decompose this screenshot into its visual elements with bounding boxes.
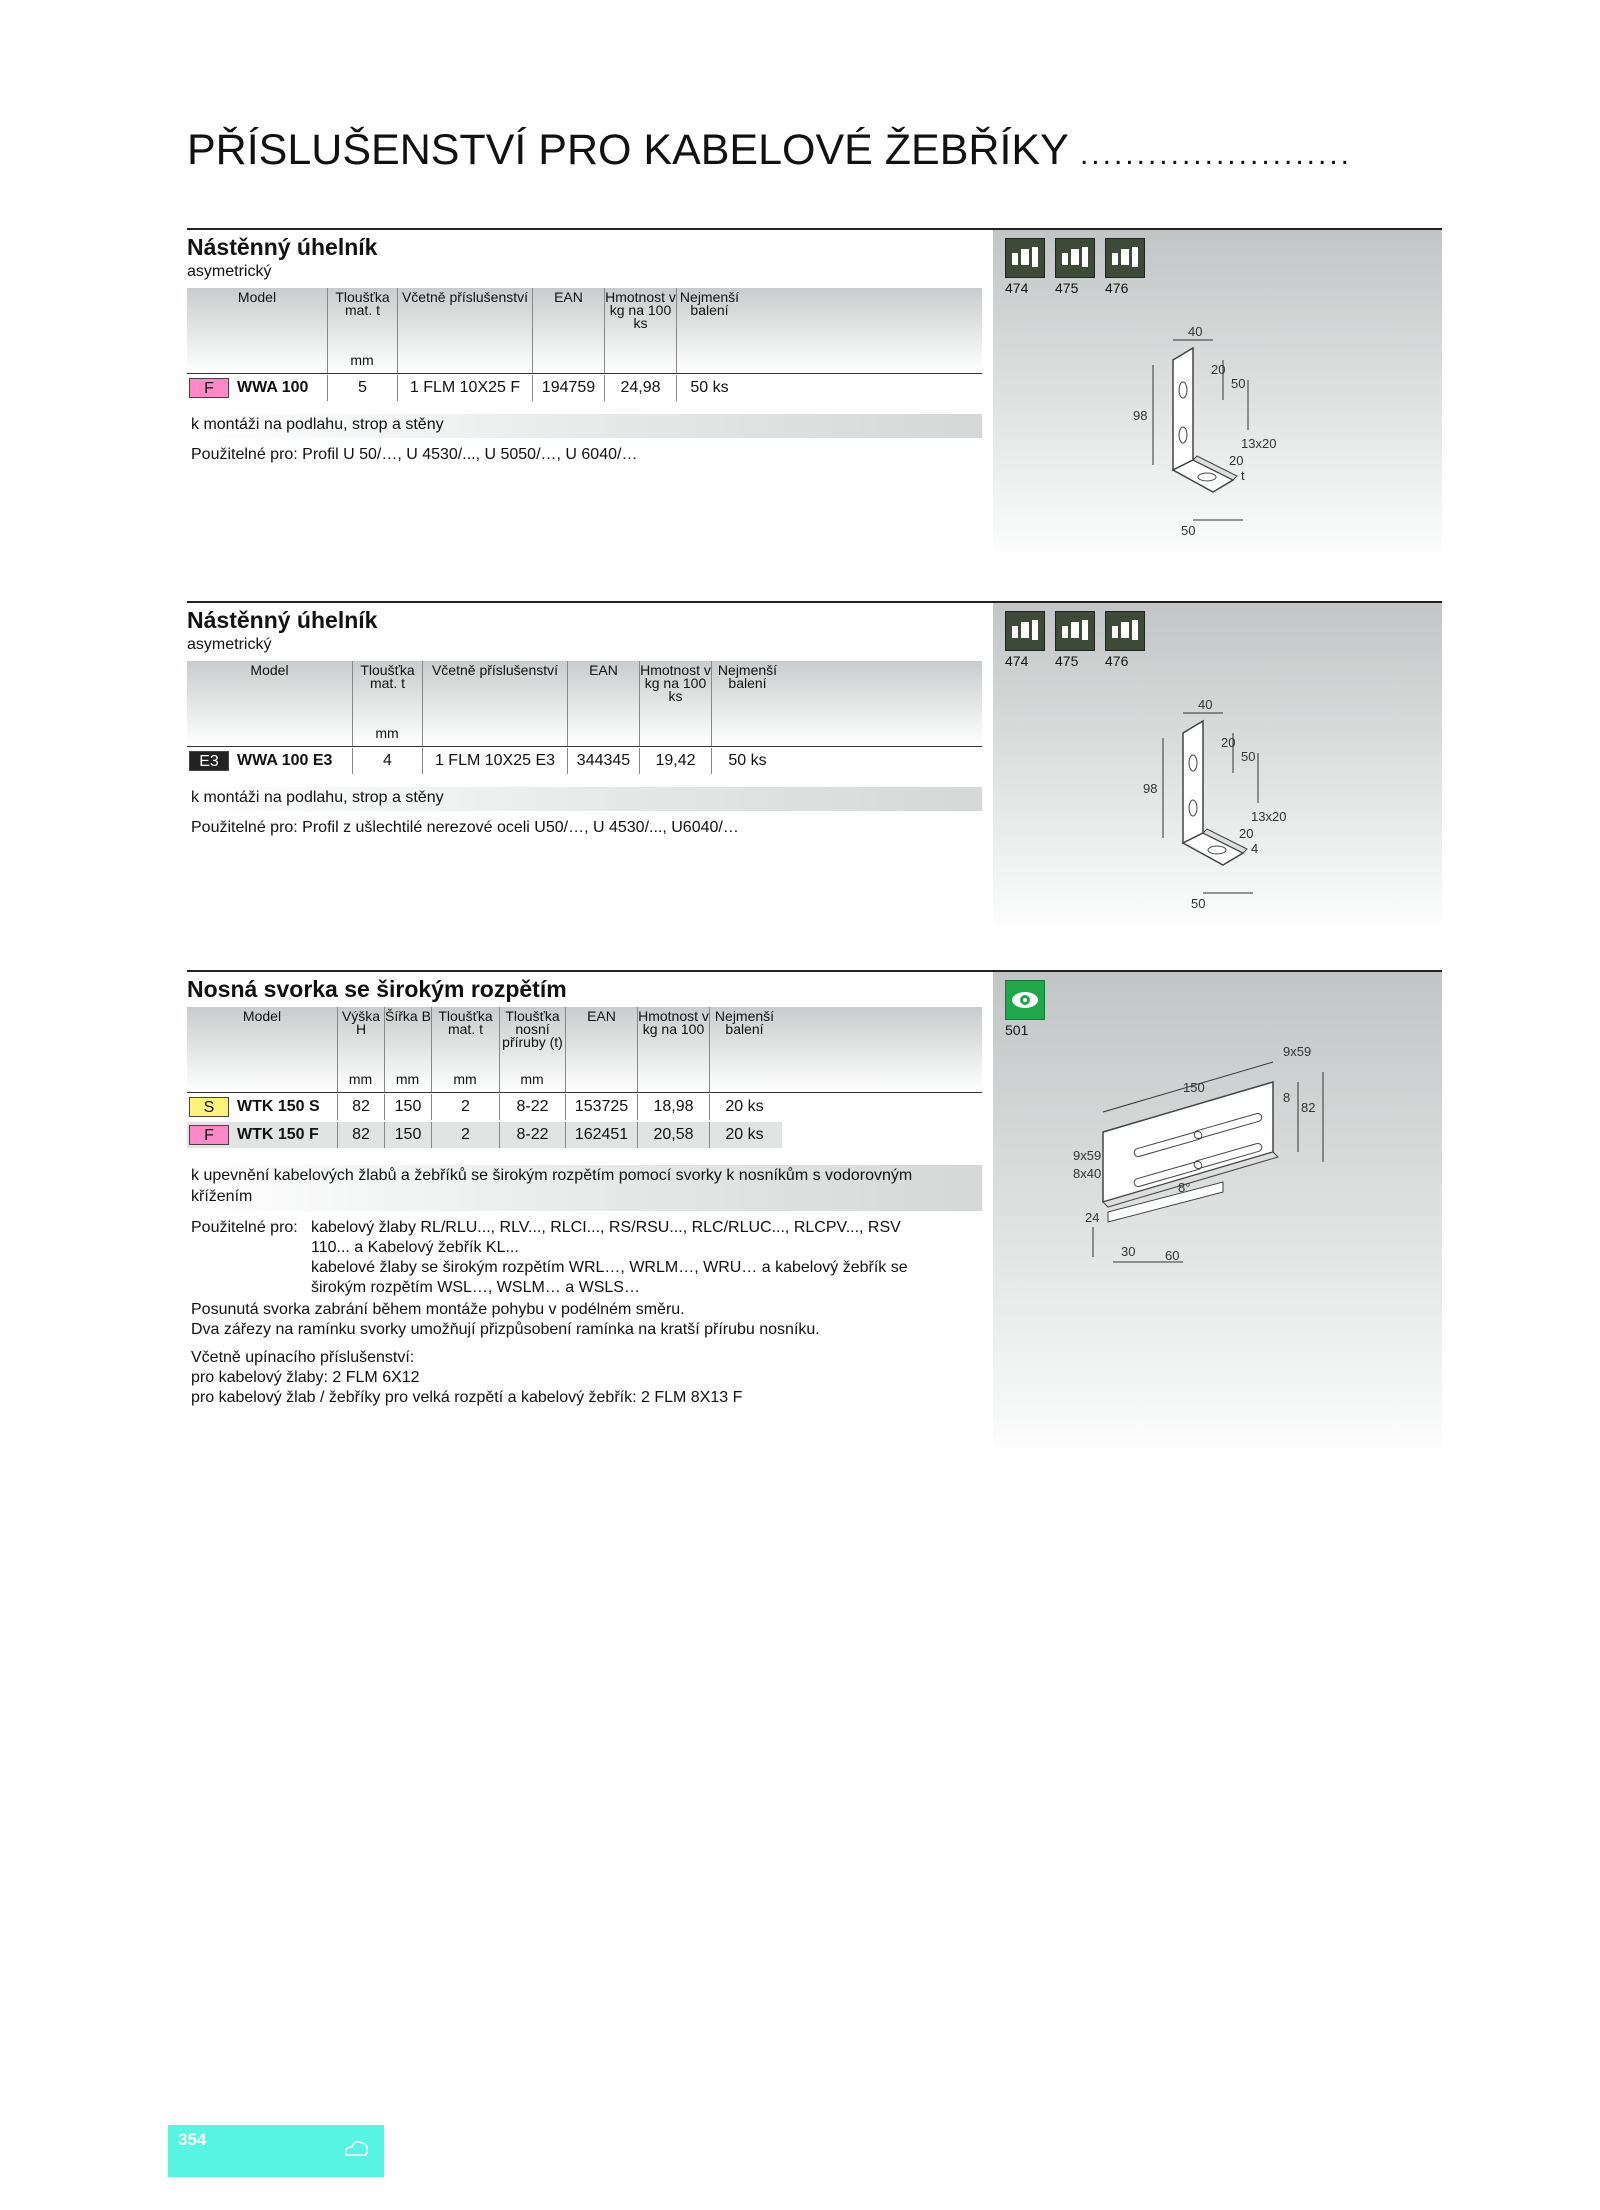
table-row [187, 748, 982, 774]
usable-for: Použitelné pro: Profil z ušlechtilé nerezové oceli U50/…, U 4530/..., U6040/… [191, 819, 739, 836]
cell-flange: 8-22 [499, 1094, 565, 1120]
cloud-icon [340, 2133, 372, 2165]
icon-number: 474 [1005, 653, 1029, 669]
table-row [187, 375, 982, 401]
clamp-drawing [1073, 1042, 1373, 1312]
product-image-panel [993, 230, 1442, 560]
unit-height: mm [348, 1071, 373, 1087]
header-accessories: Včetně příslušenství [397, 288, 532, 373]
mounting-icon [1005, 611, 1045, 651]
cell-accessories: 1 FLM 10X25 F [397, 375, 532, 401]
page-title-text: PŘÍSLUŠENSTVÍ PRO KABELOVÉ ŽEBŘÍKY [187, 126, 1068, 174]
section-wall-bracket [187, 228, 1442, 558]
row-divider [187, 373, 982, 374]
usable-for: Použitelné pro: Profil U 50/…, U 4530/..., U 5050/…, U 6040/… [191, 446, 638, 463]
dim-label: 50 [1231, 376, 1246, 391]
included-line: Včetně upínacího příslušenství: [191, 1349, 415, 1366]
dim-label: 13x20 [1241, 436, 1277, 451]
dim-label: t [1241, 468, 1245, 483]
cell-ean: 194759 [532, 375, 604, 401]
header-model: Model [242, 1008, 282, 1024]
dim-label: 98 [1143, 781, 1158, 796]
mounting-icon [1005, 238, 1045, 278]
table-header [187, 661, 982, 746]
cell-height: 82 [337, 1094, 384, 1120]
cell-model: WWA 100 [237, 379, 309, 396]
section-subtitle: asymetrický [187, 263, 272, 280]
product-image-panel [993, 603, 1442, 933]
table-header [187, 1007, 982, 1092]
unit-width: mm [395, 1071, 420, 1087]
cell-weight: 24,98 [604, 375, 676, 401]
finish-badge: S [189, 1097, 229, 1117]
row-divider [187, 746, 982, 747]
page-title-dots: ........................ [1079, 138, 1352, 171]
dim-label: 8° [1178, 1180, 1191, 1195]
dim-label: 50 [1191, 896, 1206, 911]
cell-thickness: 2 [431, 1122, 499, 1148]
header-thickness: Tloušťka mat. t [327, 288, 397, 373]
cell-pack: 50 ks [711, 748, 783, 774]
cell-flange: 8-22 [499, 1122, 565, 1148]
table-row [187, 1094, 982, 1120]
cell-accessories: 1 FLM 10X25 E3 [422, 748, 567, 774]
icon-number: 475 [1055, 653, 1079, 669]
product-table [187, 661, 982, 786]
header-height: Výška H [337, 1007, 384, 1092]
section-wide-span-clamp [187, 970, 1442, 1470]
dim-label: 8x40 [1073, 1166, 1102, 1181]
dim-label: 24 [1085, 1210, 1100, 1225]
section-title: Nástěnný úhelník [187, 607, 378, 633]
description-line: Posunutá svorka zabrání během montáže pohybu v podélném směru. [191, 1301, 685, 1318]
product-table [187, 288, 982, 413]
bracket-drawing [1133, 320, 1373, 550]
dim-label: 4 [1251, 841, 1259, 856]
header-thickness: Tloušťka mat. t [352, 661, 422, 746]
header-weight: Hmotnost v kg na 100 [637, 1007, 709, 1092]
usage-note-line: k upevnění kabelových žlabů a žebříků se širokým rozpětím pomocí svorky k nosníkům s vodorovným [191, 1167, 913, 1184]
product-table [187, 1007, 982, 1147]
dim-label: 98 [1133, 408, 1148, 423]
dim-label: 60 [1165, 1248, 1180, 1263]
cell-pack: 50 ks [676, 375, 742, 401]
cell-model: WTK 150 F [237, 1126, 319, 1143]
dim-label: 20 [1239, 826, 1254, 841]
dim-label: 150 [1183, 1080, 1205, 1095]
cell-thickness: 2 [431, 1094, 499, 1120]
cell-height: 82 [337, 1122, 384, 1148]
header-pack: Nejmenší balení [676, 288, 742, 373]
usage-note: k montáži na podlahu, strop a stěny [187, 414, 982, 438]
section-title: Nástěnný úhelník [187, 234, 378, 260]
icon-number: 475 [1055, 280, 1079, 296]
mounting-icon [1105, 611, 1145, 651]
icon-number: 476 [1105, 653, 1129, 669]
header-flange: Tloušťka nosní příruby (t) [499, 1007, 565, 1092]
header-ean: EAN [532, 288, 604, 373]
dim-label: 50 [1181, 523, 1196, 538]
unit-thickness: mm [375, 725, 399, 741]
dim-label: 40 [1188, 324, 1203, 339]
cell-ean: 153725 [565, 1094, 637, 1120]
included-line: pro kabelový žlab / žebříky pro velká rozpětí a kabelový žebřík: 2 FLM 8X13 F [191, 1389, 743, 1406]
usable-line: 110... a Kabelový žebřík KL... [311, 1239, 519, 1256]
dim-label: 9x59 [1283, 1044, 1312, 1059]
dim-label: 50 [1241, 749, 1256, 764]
icon-number: 474 [1005, 280, 1029, 296]
mounting-icon [1055, 238, 1095, 278]
section-wall-bracket-e3 [187, 601, 1442, 931]
icon-number: 501 [1005, 1022, 1029, 1038]
usable-label: Použitelné pro: [191, 1219, 298, 1236]
cell-thickness: 5 [327, 375, 397, 401]
cell-weight: 18,98 [637, 1094, 709, 1120]
unit-flange: mm [520, 1071, 544, 1087]
cell-model: WWA 100 E3 [237, 752, 333, 769]
cell-width: 150 [384, 1094, 431, 1120]
page-title [187, 126, 1352, 175]
cell-model: WTK 150 S [237, 1098, 320, 1115]
dim-label: 13x20 [1251, 809, 1287, 824]
finish-badge: E3 [189, 751, 229, 771]
mounting-icon [1055, 611, 1095, 651]
unit-thickness: mm [350, 352, 374, 368]
header-accessories: Včetně příslušenství [422, 661, 567, 746]
dim-label: 82 [1301, 1100, 1316, 1115]
dim-label: 9x59 [1073, 1148, 1102, 1163]
table-row [187, 1122, 782, 1148]
section-title: Nosná svorka se širokým rozpětím [187, 976, 567, 1002]
header-thickness: Tloušťka mat. t [431, 1007, 499, 1092]
usable-line: širokým rozpětím WSL…, WSLM… a WSLS… [311, 1279, 640, 1296]
header-width: Šířka B [384, 1007, 431, 1092]
finish-badge: F [189, 1125, 229, 1145]
page-number: 354 [178, 2130, 207, 2149]
cell-weight: 20,58 [637, 1122, 709, 1148]
table-header [187, 288, 982, 373]
header-ean: EAN [565, 1007, 637, 1092]
usable-line: kabelový žlaby RL/RLU..., RLV..., RLCI..., RS/RSU..., RLC/RLUC..., RLCPV..., RSV [311, 1219, 901, 1236]
header-model: Model [237, 289, 277, 305]
icon-number: 476 [1105, 280, 1129, 296]
header-weight: Hmotnost v kg na 100 ks [639, 661, 711, 746]
included-line: pro kabelový žlaby: 2 FLM 6X12 [191, 1369, 420, 1386]
eye-icon [1005, 980, 1045, 1020]
description-line: Dva zářezy na ramínku svorky umožňují přizpůsobení ramínka na kratší přírubu nosníku. [191, 1321, 820, 1338]
dim-label: 20 [1221, 735, 1236, 750]
cell-pack: 20 ks [709, 1122, 779, 1148]
cell-ean: 162451 [565, 1122, 637, 1148]
finish-badge: F [189, 378, 229, 398]
header-model: Model [250, 662, 289, 678]
usable-line: kabelové žlaby se širokým rozpětím WRL…, WRLM…, WRU… a kabelový žebřík se [311, 1259, 908, 1276]
cell-thickness: 4 [352, 748, 422, 774]
section-subtitle: asymetrický [187, 636, 272, 653]
cell-weight: 19,42 [639, 748, 711, 774]
usage-note [187, 1165, 982, 1211]
bracket-drawing [1143, 693, 1383, 923]
header-weight: Hmotnost v kg na 100 ks [604, 288, 676, 373]
cell-pack: 20 ks [709, 1094, 779, 1120]
usage-note: k montáži na podlahu, strop a stěny [187, 787, 982, 811]
unit-thickness: mm [453, 1071, 477, 1087]
cell-width: 150 [384, 1122, 431, 1148]
header-pack: Nejmenší balení [711, 661, 783, 746]
dim-label: 20 [1229, 453, 1244, 468]
dim-label: 30 [1121, 1244, 1136, 1259]
cell-ean: 344345 [567, 748, 639, 774]
usage-note-line: křížením [191, 1188, 253, 1205]
header-ean: EAN [567, 661, 639, 746]
dim-label: 8 [1283, 1090, 1291, 1105]
dim-label: 40 [1198, 697, 1213, 712]
mounting-icon [1105, 238, 1145, 278]
product-image-panel [993, 972, 1442, 1462]
dim-label: 20 [1211, 362, 1226, 377]
row-divider [187, 1092, 982, 1093]
header-pack: Nejmenší balení [709, 1007, 779, 1092]
